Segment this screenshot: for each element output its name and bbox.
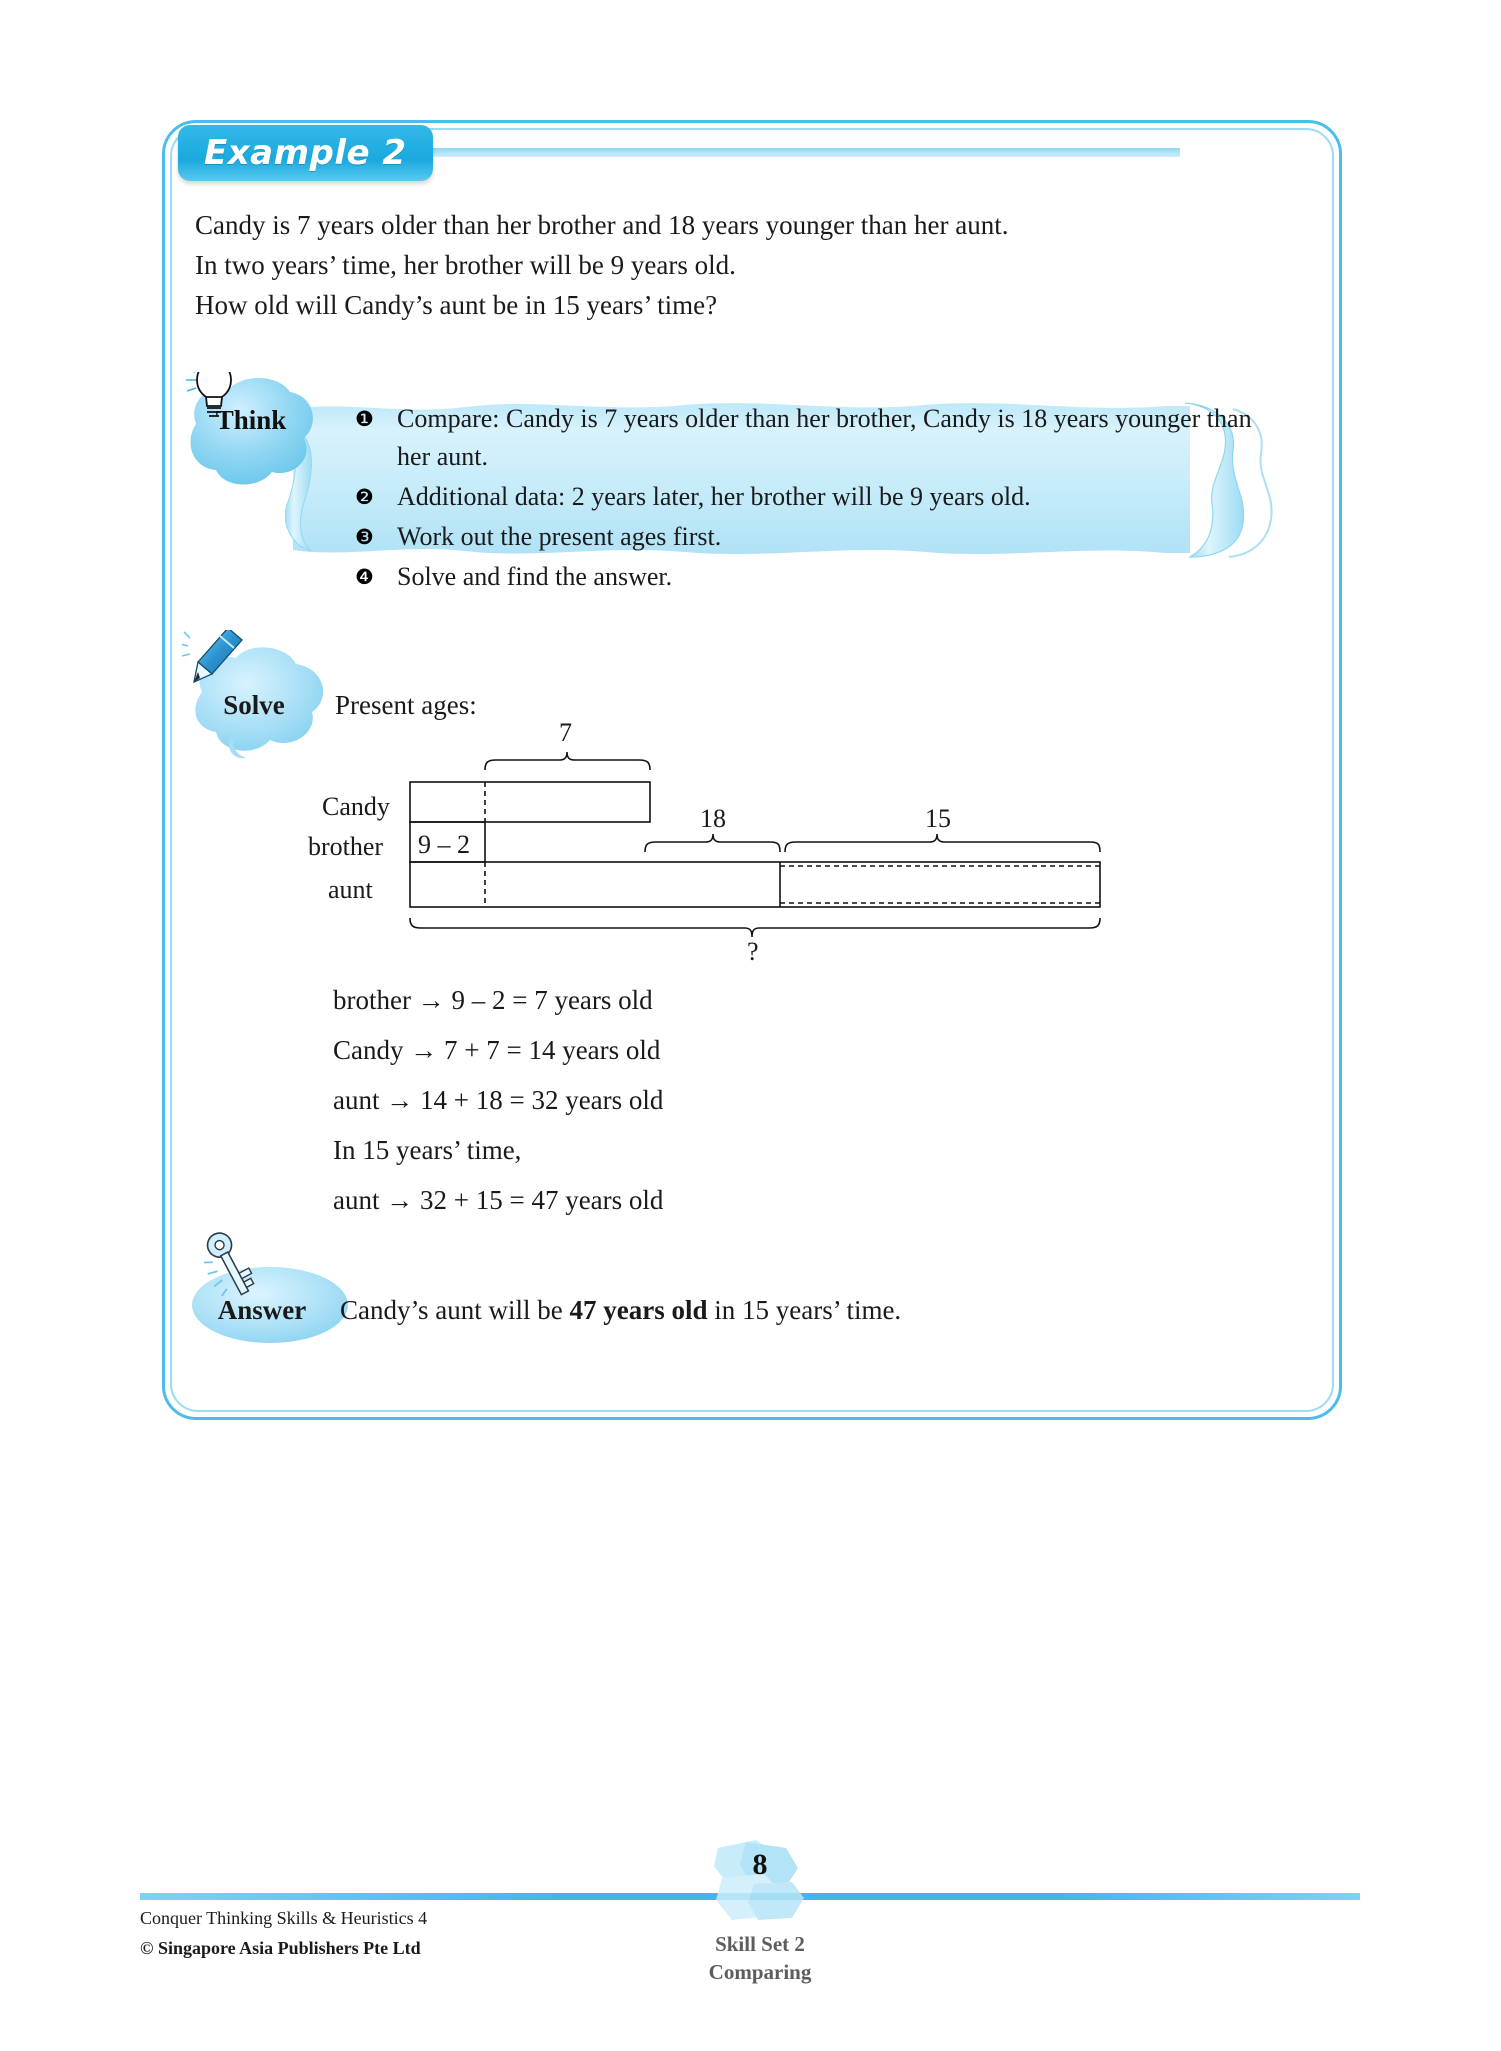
brace-value-total-unknown: ?: [747, 937, 759, 966]
think-item: [355, 518, 1255, 556]
footer-book-title: Conquer Thinking Skills & Heuristics 4: [140, 1908, 428, 1928]
working-line: brother → 9 – 2 = 7 years old: [333, 985, 653, 1015]
answer-sentence: [340, 1295, 901, 1326]
problem-statement: [195, 205, 1155, 325]
think-item-marker: ❸: [355, 525, 374, 549]
bar-model-diagram: [308, 718, 1140, 972]
brace-value-7: 7: [559, 718, 572, 747]
think-item-text: Solve and find the answer.: [397, 562, 673, 591]
footer-skillset: [660, 1930, 860, 1986]
think-item-text: Additional data: 2 years later, her brother will be 9 years old.: [397, 482, 1031, 511]
working-line: aunt → 32 + 15 = 47 years old: [333, 1185, 664, 1215]
answer-prefix: Candy’s aunt will be: [340, 1295, 570, 1325]
working-line: In 15 years’ time,: [333, 1135, 522, 1165]
answer-suffix: in 15 years’ time.: [707, 1295, 902, 1325]
footer-copyright: © Singapore Asia Publishers Pte Ltd: [140, 1938, 421, 1958]
think-item: [355, 400, 1255, 476]
problem-line-1: Candy is 7 years older than her brother and 18 years younger than her aunt.: [195, 210, 1009, 240]
think-item-text: Compare: Candy is 7 years older than her brother, Candy is 18 years younger than her aunt.: [397, 404, 1252, 471]
banner-rule: [420, 148, 1180, 157]
bar-label-brother: brother: [308, 832, 384, 861]
bar-label-candy: Candy: [322, 792, 390, 821]
solve-label: Solve: [223, 690, 285, 720]
problem-line-3: How old will Candy’s aunt be in 15 years’ time?: [195, 290, 718, 320]
answer-highlight: 47 years old: [569, 1295, 708, 1325]
brace-value-15: 15: [925, 804, 951, 833]
bar-label-aunt: aunt: [328, 875, 373, 904]
example-banner-label: Example 2: [204, 133, 407, 173]
example-banner: [178, 125, 433, 181]
page-number: 8: [752, 1848, 768, 1881]
working-steps: [333, 975, 663, 1225]
footer-skillset-title: Skill Set 2: [715, 1932, 805, 1956]
working-line: aunt → 14 + 18 = 32 years old: [333, 1085, 664, 1115]
problem-line-2: In two years’ time, her brother will be 9 years old.: [195, 250, 736, 280]
bar-inner-label-9-minus-2: 9 – 2: [418, 830, 470, 859]
bar-model-svg: [400, 718, 1140, 972]
think-item: [355, 558, 1255, 596]
footer-credits: [140, 1903, 427, 1963]
answer-label: Answer: [217, 1295, 307, 1325]
think-item-marker: ❹: [355, 565, 374, 589]
think-item-text: Work out the present ages first.: [397, 522, 722, 551]
present-ages-heading: Present ages:: [335, 690, 477, 720]
footer-skillset-topic: Comparing: [708, 1960, 812, 1984]
think-item: [355, 478, 1255, 516]
working-line: Candy → 7 + 7 = 14 years old: [333, 1035, 661, 1065]
think-item-marker: ❶: [355, 407, 374, 431]
brace-value-18: 18: [700, 804, 726, 833]
think-item-marker: ❷: [355, 485, 374, 509]
think-label: Think: [215, 405, 287, 435]
think-item-list: [355, 400, 1255, 598]
